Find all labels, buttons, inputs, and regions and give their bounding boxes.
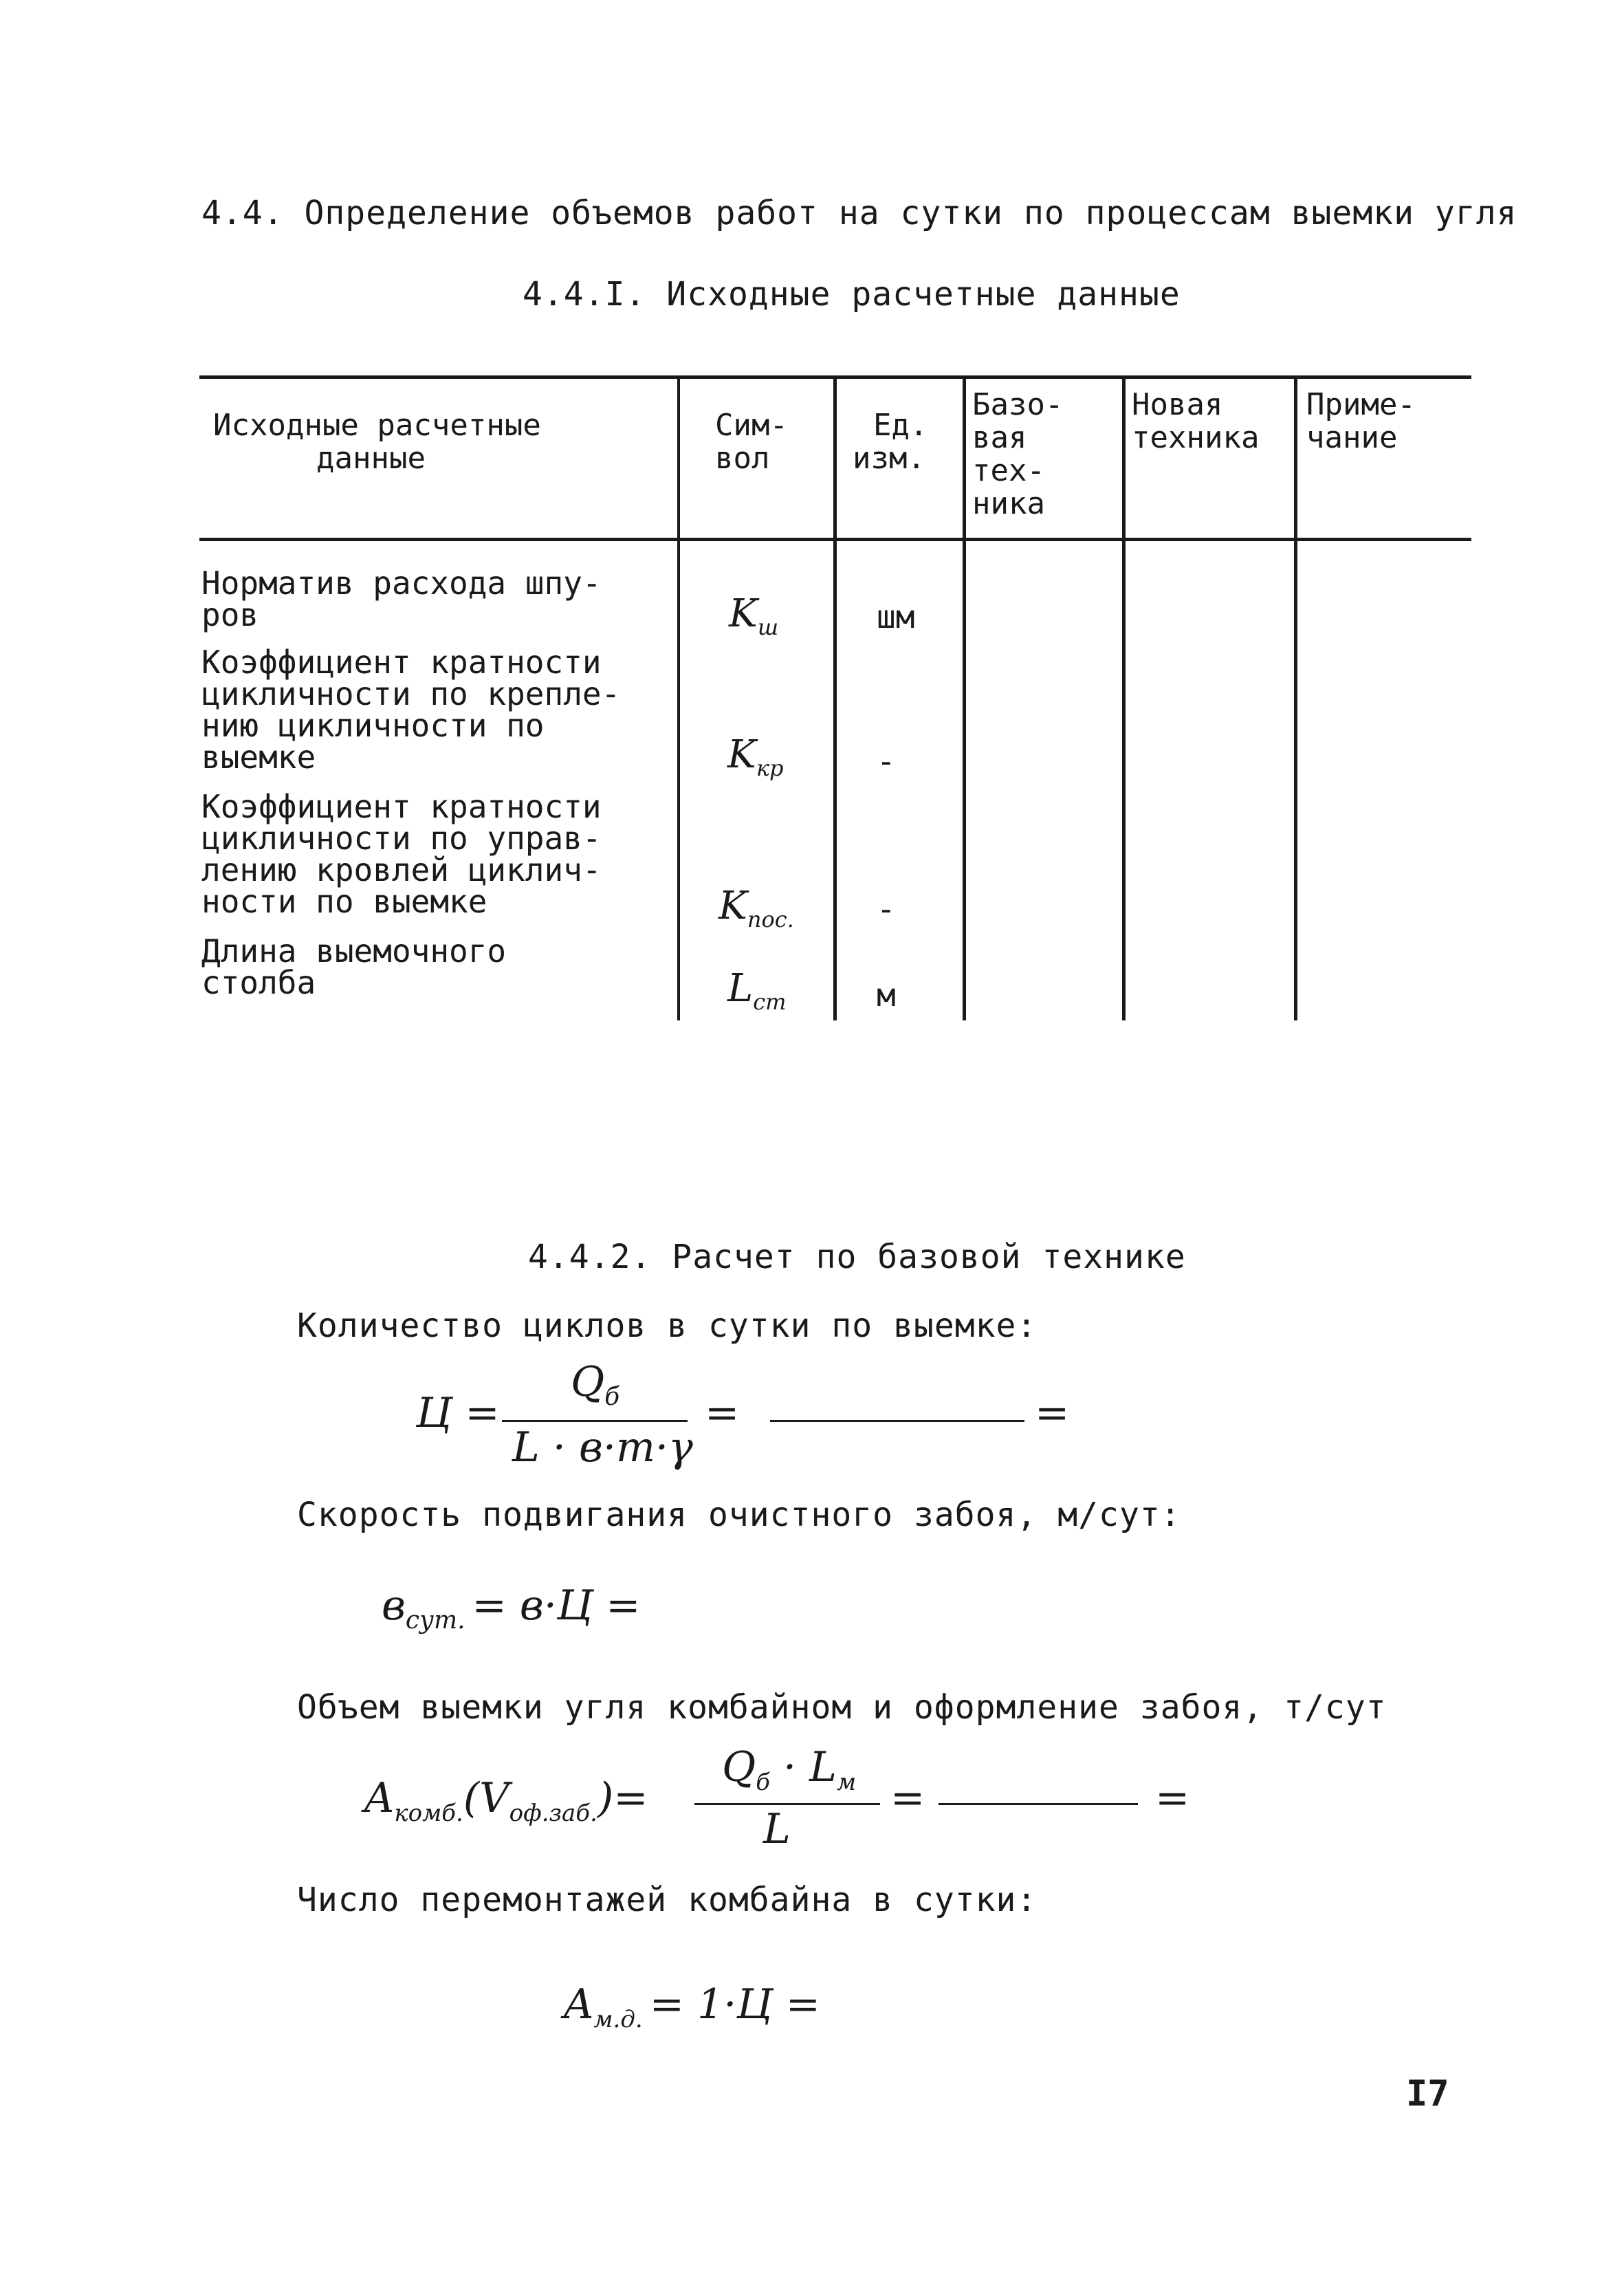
table-col-divider (963, 377, 966, 1020)
row-label-line: Норматив расхода шпу- (201, 565, 602, 602)
volume-result-blank (939, 1803, 1138, 1805)
volume-numerator (722, 1743, 856, 1796)
volume-equals-2: = (1155, 1774, 1190, 1822)
symbol-main: K (729, 591, 758, 636)
cycles-result-blank (770, 1420, 1024, 1422)
symbol-main: L (727, 966, 754, 1011)
row-label-line: лению кровлей циклич- (201, 851, 602, 888)
header-base-tech (972, 389, 1063, 521)
symbol-k-kr (727, 732, 783, 781)
speed-lhs-sub: сут. (405, 1606, 465, 1635)
subsection-title-base-calc: 4.4.2. Расчет по базовой технике (528, 1238, 1186, 1276)
cycles-label: Количество циклов в сутки по выемке: (297, 1307, 1038, 1345)
unit-cell: - (877, 890, 896, 928)
volume-num-main: Q (722, 1743, 756, 1791)
header-line: Приме- (1306, 387, 1416, 422)
header-note (1306, 389, 1416, 455)
page-number: I7 (1406, 2073, 1449, 2114)
header-unit (853, 409, 928, 475)
table-col-divider (833, 377, 837, 1020)
volume-num-sub2: м (837, 1769, 857, 1796)
cycles-equals-2: = (1035, 1389, 1070, 1437)
header-line: техника (1132, 420, 1260, 455)
header-line: вол (715, 441, 770, 476)
symbol-sub: ст (753, 989, 787, 1015)
header-line: ника (972, 486, 1045, 521)
row-label-line: столба (201, 964, 316, 1001)
numerator-sub: б (604, 1383, 620, 1411)
header-line: Исходные расчетные (213, 408, 541, 443)
header-line: чание (1306, 420, 1398, 455)
header-line: Сим- (715, 408, 788, 443)
row-label-line: цикличности по управ- (201, 820, 602, 857)
table-col-divider (1122, 377, 1126, 1020)
table-row-label (201, 644, 621, 776)
volume-num-mid: · L (769, 1743, 837, 1791)
header-line: Базо- (972, 387, 1064, 422)
table-row-label (201, 567, 602, 631)
table-row-label (201, 788, 602, 920)
volume-lhs-paren-sub: оф.заб. (509, 1800, 597, 1827)
header-line: данные (316, 441, 426, 476)
remount-label: Число перемонтажей комбайна в сутки: (297, 1881, 1038, 1919)
volume-lhs-main: A (364, 1774, 395, 1822)
header-initial-data (213, 409, 541, 475)
symbol-sub: пос. (747, 906, 794, 932)
volume-lhs-sub: комб. (394, 1800, 463, 1827)
row-label-line: ров (201, 596, 259, 633)
row-label-line: Коэффициент кратности (201, 788, 602, 825)
volume-num-sub: б (756, 1769, 770, 1796)
unit-cell: шм (877, 598, 915, 635)
speed-formula (382, 1582, 641, 1635)
symbol-l-st (727, 966, 786, 1015)
remount-rhs: = 1·Ц = (649, 1980, 820, 2029)
table-row-label (201, 932, 507, 1001)
symbol-main: K (727, 732, 756, 777)
unit-cell: м (877, 976, 896, 1014)
table-col-divider (677, 377, 680, 1020)
remount-lhs-sub: м.д. (593, 2006, 643, 2033)
row-label-line: выемке (201, 739, 316, 776)
volume-lhs-paren: (V (463, 1774, 509, 1822)
speed-label: Скорость подвигания очистного забоя, м/сут: (297, 1496, 1181, 1534)
cycles-fraction-line (502, 1420, 688, 1422)
row-label-line: цикличности по крепле- (201, 675, 621, 712)
header-new-tech (1132, 389, 1259, 455)
unit-cell: - (877, 743, 896, 780)
symbol-k-sh (729, 591, 778, 640)
row-label-line: ности по выемке (201, 883, 487, 920)
volume-label: Объем выемки угля комбайном и оформление забоя, т/сут (297, 1688, 1387, 1727)
numerator-main: Q (571, 1358, 605, 1406)
speed-rhs: = в·Ц = (472, 1582, 641, 1630)
symbol-sub: ш (757, 614, 779, 640)
symbol-main: K (718, 884, 747, 928)
header-line: изм. (853, 441, 925, 476)
speed-lhs-main: в (382, 1582, 406, 1630)
section-title: 4.4. Определение объемов работ на сутки по процессам выемки угля (201, 194, 1517, 232)
subsection-title-initial-data: 4.4.I. Исходные расчетные данные (523, 275, 1181, 314)
row-label-line: Коэффициент кратности (201, 644, 602, 681)
cycles-lhs: Ц = (416, 1389, 500, 1437)
symbol-sub: кр (756, 755, 784, 781)
remount-formula (564, 1980, 820, 2033)
header-line: Новая (1132, 387, 1223, 422)
header-line: вая (972, 420, 1027, 455)
cycles-numerator (571, 1358, 619, 1411)
table-col-divider (1294, 377, 1297, 1020)
cycles-denominator: L · в·m·γ (512, 1423, 693, 1472)
volume-lhs-close: )= (597, 1774, 648, 1822)
volume-lhs (364, 1774, 648, 1827)
header-line: тех- (972, 453, 1045, 488)
row-label-line: Длина выемочного (201, 932, 507, 970)
header-line: Ед. (873, 408, 928, 443)
cycles-equals: = (705, 1389, 740, 1437)
volume-equals: = (890, 1774, 925, 1822)
volume-denominator: L (763, 1805, 791, 1853)
row-label-line: нию цикличности по (201, 707, 545, 744)
remount-lhs-main: A (564, 1980, 594, 2029)
symbol-k-pos (718, 884, 794, 932)
header-symbol (715, 409, 788, 475)
